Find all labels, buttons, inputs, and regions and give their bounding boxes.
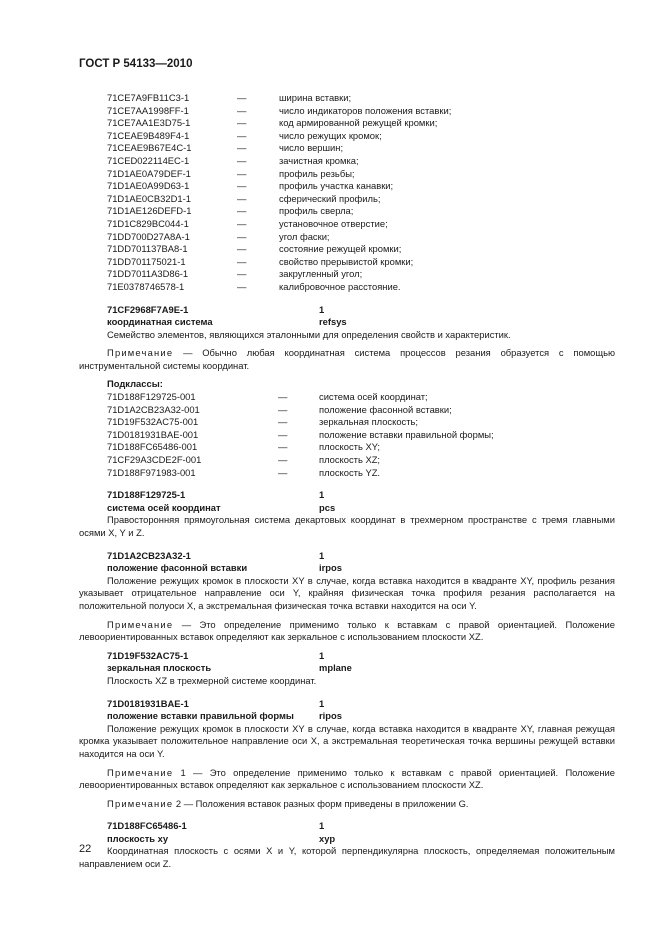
list-item: 71D1AE0A79DEF-1 — профиль резьбы;	[107, 167, 355, 179]
list-item: 71D1C829BC044-1 — установочное отверстие;	[107, 217, 388, 229]
entry-note: Примечание 2 — Положения вставок разных форм приведены в приложении G.	[107, 797, 469, 809]
list-item: 71CEAE9B67E4C-1 — число вершин;	[107, 142, 344, 154]
entry-name-row: положение фасонной вставки irpos	[107, 562, 342, 574]
entry-code-row: 71D19F532AC75-1 1	[107, 649, 325, 661]
list-item: 71CED022114EC-1 — зачистная кромка;	[107, 154, 359, 166]
list-item: 71CE7A9FB11C3-1 — ширина вставки;	[107, 92, 352, 103]
entry-note: Примечание — Это определение применимо только к вставкам с правой ориентацией. Положение левоориентированных вставок определяют как зеркальное с использованием плоскости XZ.	[79, 618, 615, 643]
list-item: 71D188FC65486-001 — плоскость XY;	[107, 441, 380, 453]
entry-name-row: зеркальная плоскость mplane	[107, 662, 352, 674]
list-item: 71D1A2CB23A32-001 — положение фасонной вставки;	[107, 403, 452, 415]
entry-definition: Положение режущих кромок в плоскости XY в случае, когда вставка находится в квадранте XY, профиль резания указывает отрицательное направление оси Y, крайняя физическая точка профиля резания располагается на положительной полуоси X, а экстремальная физическая точка вставки находится на оси Y.	[79, 574, 615, 611]
list-item: 71D188F129725-001 — система осей координат;	[107, 391, 428, 403]
list-item: 71D1AE0A99D63-1 — профиль участка канавки;	[107, 180, 394, 192]
entry-code-row: 71D1A2CB23A32-1 1	[107, 549, 325, 561]
entry-code-row: 71D0181931BAE-1 1	[107, 697, 325, 709]
entry-irpos	[79, 550, 615, 644]
list-item: 71D1AE126DEFD-1 — профиль сверла;	[107, 205, 354, 217]
entry-refsys	[79, 304, 615, 373]
entry-definition: Положение режущих кромок в плоскости XY в случае, когда вставка находится в квадранте XY, главная режущая кромка указывает положительное направление оси X, а экстремальная теоретическая точка вершины режущей вставки находится на оси Y.	[79, 722, 615, 759]
subclasses-block	[79, 378, 615, 479]
list-item: 71CE7AA1998FF-1 — число индикаторов положения вставки;	[107, 104, 452, 116]
entry-ripos	[79, 698, 615, 811]
list-item: 71DD700D27A8A-1 — угол фаски;	[107, 230, 330, 242]
list-item: 71D1AE0CB32D1-1 — сферический профиль;	[107, 192, 381, 204]
entry-code-row: 71D188FC65486-1 1	[107, 820, 325, 832]
entry-pcs	[79, 489, 615, 539]
entry-name-row: координатная система refsys	[107, 316, 347, 328]
list-item: 71D0181931BAE-001 — положение вставки правильной формы;	[107, 428, 494, 440]
page-header: ГОСТ Р 54133—2010	[79, 58, 193, 70]
entry-definition: Семейство элементов, являющихся эталонными для определения свойств и характеристик.	[107, 328, 511, 340]
entry-name-row: плоскость xy xyp	[107, 832, 336, 844]
entry-mplane	[79, 650, 615, 688]
list-item: 71CE7AA1E3D75-1 — код армированной режущей кромки;	[107, 117, 438, 129]
list-item: 71DD7011A3D86-1 — закругленный угол;	[107, 268, 363, 280]
entry-definition: Координатная плоскость с осями X и Y, которой перпендикулярна плоскость, определяемая положительным направлением оси Z.	[79, 845, 615, 870]
list-item: 71D19F532AC75-001 — зеркальная плоскость;	[107, 416, 419, 428]
list-item: 71E0378746578-1 — калибровочное расстояние.	[107, 280, 401, 292]
entry-note: Примечание — Обычно любая координатная система процессов резания образуется с помощью инструментальной системы координат.	[79, 347, 615, 371]
list-item: 71CEAE9B489F4-1 — число режущих кромок;	[107, 129, 382, 141]
entry-code-row: 71CF2968F7A9E-1 1	[107, 303, 325, 315]
subclasses-title: Подклассы:	[107, 378, 163, 390]
entry-name-row: положение вставки правильной формы ripos	[107, 710, 342, 722]
list-item: 71CF29A3CDE2F-001 — плоскость XZ;	[107, 454, 381, 466]
entry-note: Примечание 1 — Это определение применимо только к вставкам с правой ориентацией. Положение левоориентированных вставок определяют как зеркальное с использованием плоскости XZ.	[79, 766, 615, 791]
page-number: 22	[79, 843, 92, 855]
entry-name-row: система осей координат pcs	[107, 501, 336, 513]
list-item: 71DD701137BA8-1 — состояние режущей кромки;	[107, 243, 402, 255]
list-item: 71D188F971983-001 — плоскость YZ.	[107, 466, 381, 478]
list-item: 71DD701175021-1 — свойство прерывистой кромки;	[107, 255, 414, 267]
entry-code-row: 71D188F129725-1 1	[107, 489, 325, 501]
page-content	[79, 92, 615, 871]
entry-xyp	[79, 820, 615, 870]
property-list	[79, 92, 615, 294]
entry-definition: Правосторонняя прямоугольная система декартовых координат в трехмерном пространстве с тремя главными осями X, Y и Z.	[79, 514, 615, 538]
entry-definition: Плоскость XZ в трехмерной системе координат.	[107, 674, 317, 686]
